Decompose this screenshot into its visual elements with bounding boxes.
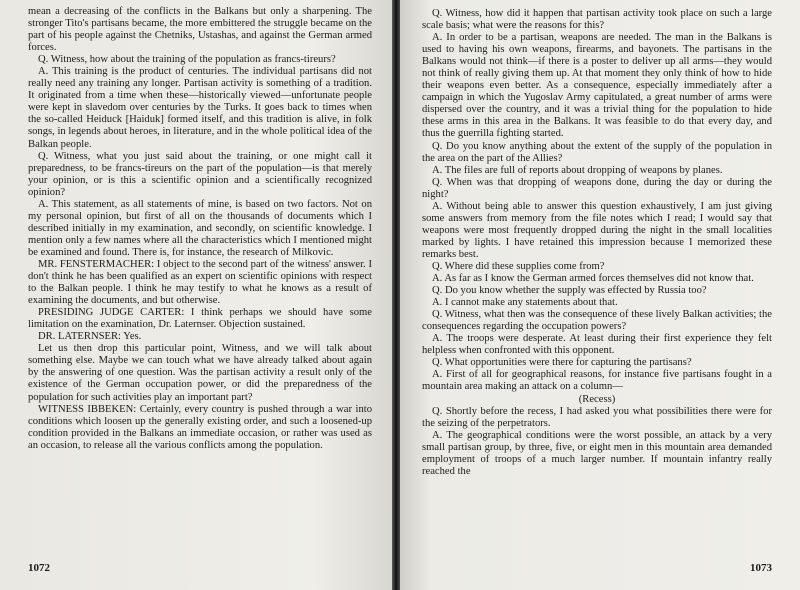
paragraph: Q. Witness, what you just said about the training, or one might call it preparedness, to be francs-tireurs on the part of the population—is that merely your opinion, or is this a scientific opinion and a scientifically recognized opinion? bbox=[28, 150, 372, 198]
paragraph: Q. Do you know anything about the extent of the supply of the population in the area on the part of the Allies? bbox=[422, 140, 772, 164]
paragraph: A. The geographical conditions were the worst possible, an attack by a very small partisan group, by three, five, or eight men in this mountain area demanded employment of troops of a much larger number. If mountain infantry really reached the bbox=[422, 429, 772, 477]
page-number: 1072 bbox=[28, 562, 50, 574]
paragraph: A. Without being able to answer this question exhaustively, I am just giving some answers from memory from the file notes which I read; I would say that weapons were most frequently dropped during the night in the small localities marked by lights. I have retained this impression because I memorized these remarks best. bbox=[422, 200, 772, 260]
paragraph: Q. Witness, how did it happen that partisan activity took place on such a large scale basis; what were the reasons for this? bbox=[422, 8, 772, 32]
paragraph: Let us then drop this particular point, Witness, and we will talk about something else. Maybe we can touch what we have already talked about again by the answering of one question. Was the partisan activity a result only of the existence of the German occupation power, or did the preparedness of the population for such activities play an important part? bbox=[28, 343, 372, 403]
paragraph: Q. Shortly before the recess, I had asked you what possibilities there were for the seizing of the perpetrators. bbox=[422, 405, 772, 429]
paragraph: Q. Witness, what then was the consequence of these lively Balkan activities; the consequences regarding the occupation powers? bbox=[422, 309, 772, 333]
recess-note: (Recess) bbox=[578, 393, 616, 405]
paragraph: A. In order to be a partisan, weapons are needed. The man in the Balkans is used to having his own weapons, firearms, and bayonets. The partisans in the Balkans would not think—if there is a poster to deliver up all arms—they would not think of really giving them up. At that moment they only think of how to hide their weapons even better. As a consequence, especially immediately after a campaign in which the Yugoslav Army capitulated, a great number of arms were dispersed over the country, and it was a trivial thing for the population to hide these arms in this area in the Balkans. It was feasible to do that every day, and thus the guerrilla fighting started. bbox=[422, 32, 772, 140]
paragraph: Q. What opportunities were there for capturing the partisans? bbox=[432, 357, 692, 369]
paragraph: A. The troops were desperate. At least during their first experience they felt helpless when confronted with this opponent. bbox=[422, 333, 772, 357]
paragraph: DR. LATERNSER: Yes. bbox=[38, 331, 142, 343]
paragraph: A. This training is the product of centuries. The individual partisans did not really need any training any longer. Partisan activity is something of a tradition. It originated from a time when these—historically viewed—unfortunate people were kept in slavedom over centuries by the Turks. It goes back to times when the so-called Heiduck [Haiduk] formed itself, and this tradition is alive, in folk songs, in legends about heroes, in literature, and in the whole political idea of the Balkan people. bbox=[28, 66, 372, 150]
paragraph: A. First of all for geographical reasons, for instance five partisans fought in a mountain area making an attack on a column— bbox=[422, 369, 772, 393]
paragraph: A. This statement, as all statements of mine, is based on two factors. Not on my personal opinion, but first of all on the thousands of documents which I described initially in my examination, and secondly, on scientific knowledge. I mention only a few names where all the characteristics which I mentioned might be examined and found. There is, for instance, the research of Milkovic. bbox=[28, 198, 372, 258]
left-page-text bbox=[28, 6, 372, 452]
paragraph: MR. FENSTERMACHER: I object to the second part of the witness' answer. I don't think he has been qualified as an expert on scientific opinions with respect to the Balkan people. I think he may testify to what he knows as a result of examining the documents, and but otherwise. bbox=[28, 258, 372, 307]
paragraph: A. As far as I know the German armed forces themselves did not know that. bbox=[432, 273, 754, 285]
paragraph: A. The files are full of reports about dropping of weapons by planes. bbox=[432, 164, 723, 176]
left-page bbox=[0, 0, 392, 590]
paragraph: WITNESS IBBEKEN: Certainly, every country is pushed through a war into conditions which loosen up the generally existing order, and such a loosened-up condition provided in the Balkans an immediate occasion, or rather was used as an occasion, to release all the various conflicts among the population. bbox=[28, 403, 372, 451]
paragraph: A. I cannot make any statements about that. bbox=[432, 297, 618, 309]
paragraph: PRESIDING JUDGE CARTER: I think perhaps we should have some limitation on the examination, Dr. Laternser. Objection sustained. bbox=[28, 307, 372, 331]
paragraph: Q. Do you know whether the supply was effected by Russia too? bbox=[432, 285, 707, 297]
paragraph: mean a decreasing of the conflicts in the Balkans but only a sharpening. The stronger Tito's partisans became, the more embittered the struggle became on the part of his people against the Chetniks, Ustashas, and against the German armed forces. bbox=[28, 6, 372, 54]
right-page-text bbox=[422, 8, 772, 478]
paragraph: Q. Witness, how about the training of the population as francs-tireurs? bbox=[38, 54, 336, 66]
paragraph: Q. When was that dropping of weapons done, during the day or during the night? bbox=[422, 176, 772, 200]
paragraph: Q. Where did these supplies come from? bbox=[432, 260, 605, 272]
right-page bbox=[400, 0, 800, 590]
book-gutter bbox=[392, 0, 400, 590]
page-number: 1073 bbox=[750, 562, 772, 574]
